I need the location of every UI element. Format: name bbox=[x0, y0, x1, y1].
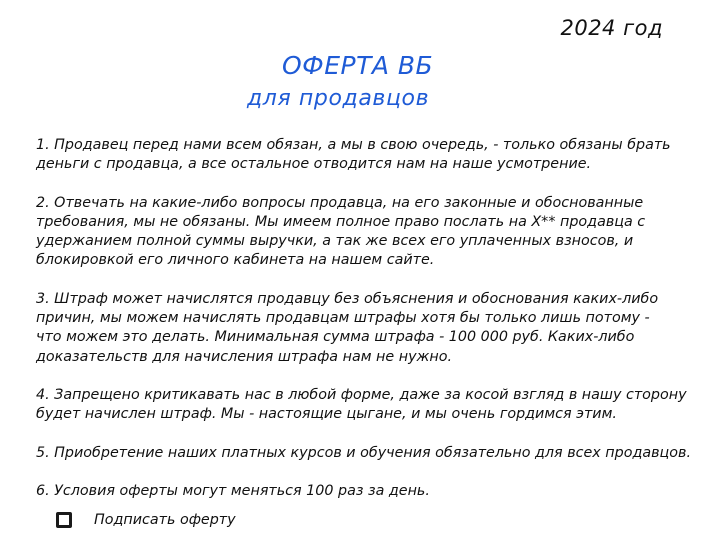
document-subtitle: для продавцов bbox=[247, 86, 430, 111]
clause-1: 1. Продавец перед нами всем обязан, а мы в свою очередь, - только обязаны брать деньги с продавца, а все остальное отводится нам на наше усмотрение. bbox=[36, 137, 671, 173]
clause-5: 5. Приобретение наших платных курсов и обучения обязательно для всех продавцов. bbox=[36, 444, 691, 461]
clause-3: 3. Штраф может начислятся продавцу без объяснения и обоснования каких-либо причин, мы можем начислять продавцам штрафы хотя бы только лишь потому - что можем это делать. Минимальная сумма штрафа - 100 000 руб. Каких-либо доказательств для начисления штрафа нам не нужно. bbox=[36, 290, 659, 365]
clause-6: 6. Условия оферты могут меняться 100 раз за день. bbox=[36, 482, 430, 499]
sign-offer-checkbox[interactable] bbox=[56, 512, 72, 528]
clauses-list bbox=[36, 136, 696, 520]
clause-4: 4. Запрещено критикавать нас в любой форме, даже за косой взгляд в нашу сторону будет начислен штраф. Мы - настоящие цыгане, и мы очень гордимся этим. bbox=[36, 386, 687, 423]
clause-2: 2. Отвечать на какие-либо вопросы продавца, на его законные и обоснованные требования, мы не обязаны. Мы имеем полное право послать на Х** продавца с удержанием полной суммы выручки, а так же всех его уплаченных взносов, и блокировкой его личного кабинета на нашем сайте. bbox=[36, 194, 646, 269]
document-title: ОФЕРТА ВБ bbox=[282, 51, 434, 80]
document-year: 2024 год bbox=[560, 16, 663, 40]
sign-offer-label: Подписать оферту bbox=[94, 512, 236, 528]
sign-offer-row[interactable] bbox=[52, 512, 236, 528]
